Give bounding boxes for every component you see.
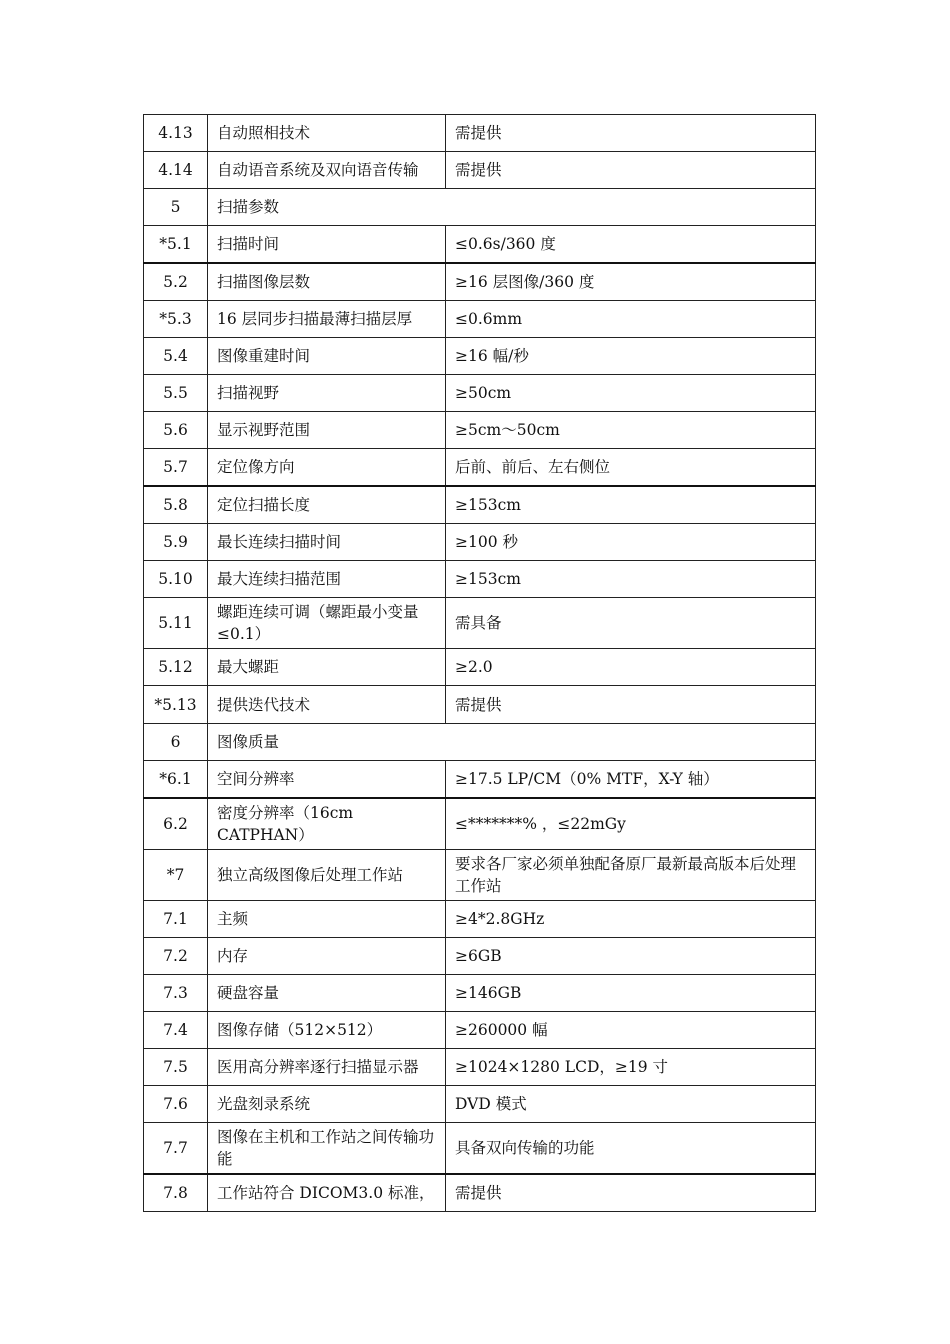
row-value: ≥5cm～50cm	[446, 412, 816, 449]
table-row	[144, 561, 816, 598]
row-value: ≥100 秒	[446, 524, 816, 561]
table-row	[144, 761, 816, 799]
row-number: *7	[144, 850, 208, 901]
section-title: 图像质量	[208, 724, 816, 761]
row-value: ≥2.0	[446, 649, 816, 686]
row-value: ≥4*2.8GHz	[446, 901, 816, 938]
table-row	[144, 938, 816, 975]
row-item: 光盘刻录系统	[208, 1086, 446, 1123]
row-value: 需具备	[446, 598, 816, 649]
row-number: 7.4	[144, 1012, 208, 1049]
table-row	[144, 850, 816, 901]
section-title: 扫描参数	[208, 189, 816, 226]
row-number: 5.6	[144, 412, 208, 449]
table-row	[144, 301, 816, 338]
row-value: ≥153cm	[446, 486, 816, 524]
row-item: 自动照相技术	[208, 115, 446, 152]
table-row	[144, 598, 816, 649]
row-value: ≥153cm	[446, 561, 816, 598]
row-number: 7.5	[144, 1049, 208, 1086]
row-item: 图像存储（512×512）	[208, 1012, 446, 1049]
table-row	[144, 1086, 816, 1123]
row-number: 7.1	[144, 901, 208, 938]
row-value: ≥1024×1280 LCD，≥19 寸	[446, 1049, 816, 1086]
row-value: ≥6GB	[446, 938, 816, 975]
table-row	[144, 338, 816, 375]
row-number: *5.3	[144, 301, 208, 338]
row-item: 定位像方向	[208, 449, 446, 487]
row-value: ≥17.5 LP/CM（0% MTF，X-Y 轴）	[446, 761, 816, 799]
row-item: 最大螺距	[208, 649, 446, 686]
row-value: ≥16 层图像/360 度	[446, 263, 816, 301]
row-number: 5.7	[144, 449, 208, 487]
row-number: 4.14	[144, 152, 208, 189]
row-item: 显示视野范围	[208, 412, 446, 449]
row-number: 5.5	[144, 375, 208, 412]
row-item: 最长连续扫描时间	[208, 524, 446, 561]
row-item: 主频	[208, 901, 446, 938]
row-item: 医用高分辨率逐行扫描显示器	[208, 1049, 446, 1086]
table-row	[144, 115, 816, 152]
row-value: 需提供	[446, 686, 816, 724]
row-value: 具备双向传输的功能	[446, 1123, 816, 1175]
row-item: 螺距连续可调（螺距最小变量≤0.1）	[208, 598, 446, 649]
table-row	[144, 1012, 816, 1049]
row-item: 最大连续扫描范围	[208, 561, 446, 598]
row-value: ≥146GB	[446, 975, 816, 1012]
table-row	[144, 686, 816, 724]
row-value: ≥50cm	[446, 375, 816, 412]
section-row	[144, 189, 816, 226]
row-number: 5.4	[144, 338, 208, 375]
row-number: 7.8	[144, 1174, 208, 1212]
row-number: 7.7	[144, 1123, 208, 1175]
row-number: 5.8	[144, 486, 208, 524]
row-number: *5.1	[144, 226, 208, 264]
table-row	[144, 412, 816, 449]
row-item: 自动语音系统及双向语音传输	[208, 152, 446, 189]
row-value: 需提供	[446, 115, 816, 152]
table-row	[144, 798, 816, 850]
row-item: 内存	[208, 938, 446, 975]
row-number: *5.13	[144, 686, 208, 724]
table-row	[144, 263, 816, 301]
row-number: 7.3	[144, 975, 208, 1012]
row-value: ≤0.6s/360 度	[446, 226, 816, 264]
row-value: 需提供	[446, 152, 816, 189]
row-item: 密度分辨率（16cm CATPHAN）	[208, 798, 446, 850]
table-row	[144, 1049, 816, 1086]
row-item: 图像重建时间	[208, 338, 446, 375]
row-value: ≥260000 幅	[446, 1012, 816, 1049]
row-value: DVD 模式	[446, 1086, 816, 1123]
row-number: 5.10	[144, 561, 208, 598]
row-value: 需提供	[446, 1174, 816, 1212]
row-number: 5	[144, 189, 208, 226]
row-value: ≤0.6mm	[446, 301, 816, 338]
table-row	[144, 226, 816, 264]
row-number: 6	[144, 724, 208, 761]
row-value: ≥16 幅/秒	[446, 338, 816, 375]
row-item: 扫描图像层数	[208, 263, 446, 301]
row-value: 后前、前后、左右侧位	[446, 449, 816, 487]
row-item: 提供迭代技术	[208, 686, 446, 724]
specification-table	[143, 114, 816, 1212]
table-row	[144, 1174, 816, 1212]
row-item: 扫描时间	[208, 226, 446, 264]
row-number: 5.12	[144, 649, 208, 686]
table-row	[144, 975, 816, 1012]
row-number: 4.13	[144, 115, 208, 152]
row-number: 5.11	[144, 598, 208, 649]
table-row	[144, 901, 816, 938]
row-item: 硬盘容量	[208, 975, 446, 1012]
row-number: 7.2	[144, 938, 208, 975]
row-number: *6.1	[144, 761, 208, 799]
row-item: 工作站符合 DICOM3.0 标准，	[208, 1174, 446, 1212]
row-number: 5.9	[144, 524, 208, 561]
row-item: 扫描视野	[208, 375, 446, 412]
row-value: ≤*******% ，≤22mGy	[446, 798, 816, 850]
row-item: 16 层同步扫描最薄扫描层厚	[208, 301, 446, 338]
row-item: 独立高级图像后处理工作站	[208, 850, 446, 901]
table-row	[144, 486, 816, 524]
row-number: 5.2	[144, 263, 208, 301]
row-item: 图像在主机和工作站之间传输功能	[208, 1123, 446, 1175]
table-row	[144, 524, 816, 561]
table-row	[144, 1123, 816, 1175]
table-row	[144, 449, 816, 487]
row-value: 要求各厂家必须单独配备原厂最新最高版本后处理工作站	[446, 850, 816, 901]
section-row	[144, 724, 816, 761]
table-row	[144, 375, 816, 412]
row-number: 7.6	[144, 1086, 208, 1123]
table-row	[144, 152, 816, 189]
document-page	[143, 114, 815, 1212]
row-item: 空间分辨率	[208, 761, 446, 799]
table-row	[144, 649, 816, 686]
row-number: 6.2	[144, 798, 208, 850]
row-item: 定位扫描长度	[208, 486, 446, 524]
